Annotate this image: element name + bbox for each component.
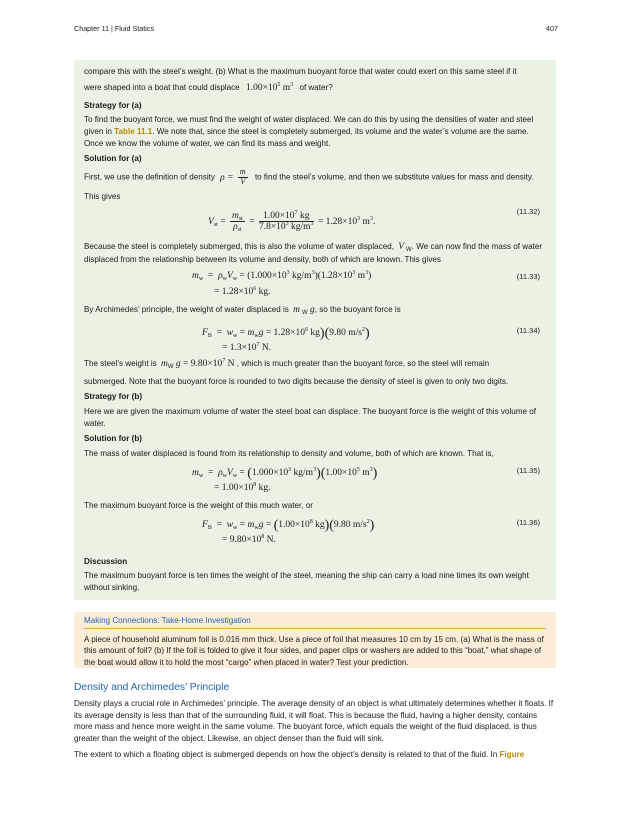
strategy-a-heading: Strategy for (a) (84, 100, 142, 110)
page-number: 407 (546, 24, 558, 33)
archimedes-paragraph: By Archimedes’ principle, the weight of water displaced is m $_W$ g, so the buoyant force is (84, 305, 401, 316)
making-connections-box (74, 612, 556, 668)
solution-b-text: The mass of water displaced is found from its relationship to density and volume, both of which are known. That is, (84, 449, 494, 459)
equation-11-34: $F_B = w_w = m_wg = 1.28\times 10^6$ kg)(9.80 $m/s^2$) = $1.3\times 10^7$ N. (11.34) (202, 325, 540, 353)
equation-11-33: $m_w = \rho_wV_w = (1.000\times 10^3$ $kg/m^3)(1.28\times 10^3$ $m^3$) = $1.28\times 10^6$ kg. (11.33) (192, 270, 540, 297)
section-paragraph-2: The extent to which a floating object is submerged depends on how the object’s density is related to that of the fluid. In Figure (74, 749, 525, 759)
figure-link[interactable]: Figure (499, 749, 525, 759)
steel-weight-paragraph-cont: submerged. Note that the buoyant force is rounded to two digits because the density of steel is given to only two digits. (84, 376, 509, 386)
solution-a-text: First, we use the definition of density ρ = $\frac{m}{V}$ to find the steel’s volume, and then we substitute values for mass and density. (84, 167, 534, 186)
eq-number-11-32: (11.32) (516, 206, 540, 216)
eq-number-11-35: (11.35) (516, 465, 540, 475)
strategy-b-heading: Strategy for (b) (84, 392, 143, 402)
section-title: Density and Archimedes’ Principle (74, 682, 230, 693)
solution-a-heading: Solution for (a) (84, 154, 142, 164)
strategy-b-text: Here we are given the maximum volume of water the steel boat can displace. The buoyant force is the weight of this volume of water. (84, 407, 536, 428)
submerged-paragraph: Because the steel is completely submerged, this is also the volume of water displaced, V $_W$. We can now find the mass of water displaced from the relationship between its volume and density, both of which are known. This gives (84, 241, 543, 265)
making-connections-text: A piece of household aluminum foil is 0.016 mm thick. Use a piece of foil that measures 10 cm by 15 cm. (a) What is the mass of this amount of foil? (b) If the foil is folded to give it four sides, and paper clips or washers are added to this “boat,” what shape of the boat would allow it to hold the most “cargo” when placed in water? Test your prediction. (84, 634, 544, 668)
equation-11-35: $m_w = \rho_wV_w = (1.000\times 10^3$ $kg/m^3)(1.00\times 10^5$ $m^3$) = $1.00\times 10^8$ kg. (11.35) (192, 465, 540, 493)
this-gives: This gives (84, 191, 121, 201)
strategy-a-text: To find the buoyant force, we must find the weight of water displaced. We can do this by using the densities of water and steel given in Table 11.1. We note that, since the steel is completely submerged, its volume and the water’s volume are the same. Once we know the volume of water, we can find its mass and weight. (84, 115, 534, 148)
eq-number-11-34: (11.34) (516, 325, 540, 335)
steel-weight-paragraph: The steel’s weight is $m_W$ $g = 9.80\times 10^7$ N , which is much greater than the buoyant force, so the steel will remain (84, 357, 490, 370)
equation-11-36: $F_B = w_w = m_wg = (1.00\times 10^8$ kg)(9.80 $m/s^2$) = $9.80\times 10^8$ N. (11.36) (202, 517, 540, 545)
intro-line-1: compare this with the steel’s weight. (b) What is the maximum buoyant force that water could exert on this same steel if it (84, 67, 517, 76)
running-header-chapter: Chapter 11 | Fluid Statics (74, 24, 155, 33)
discussion-text: The maximum buoyant force is ten times the weight of the steel, meaning the ship can carry a load nine times its own weight without sinking. (84, 571, 529, 593)
section-body (74, 698, 556, 765)
making-connections-title: Making Connections: Take-Home Investigation (84, 615, 546, 629)
example-box (74, 60, 556, 600)
solution-b-heading: Solution for (b) (84, 434, 142, 444)
discussion-heading: Discussion (84, 556, 128, 566)
eq-number-11-33: (11.33) (516, 272, 540, 281)
eq-number-11-36: (11.36) (516, 517, 540, 527)
table-11-1-link[interactable]: Table 11.1 (114, 126, 153, 136)
section-paragraph-1: Density plays a crucial role in Archimedes’ principle. The average density of an object is what ultimately determines whether it floats. If its average density is less than that of the surrounding fluid, it will float. This is because the fluid, having a higher density, contains more mass and hence more weight in the same volume. The buoyant force, which equals the weight of the fluid displaced, is thus greater than the weight of the object. Likewise, an object denser than the fluid will sink. (74, 699, 554, 744)
max-buoyant-text: The maximum buoyant force is the weight of this much water, or (84, 500, 313, 510)
intro-line-2: were shaped into a boat that could displace $1.00\times 10^5$ $m^3$ of water? (84, 81, 333, 93)
equation-11-32: $V_{st}$ = $\frac{m_{st}}{\rho_{st}}$ = $\frac{1.00\times 10^7 kg}{7.8\times 10^3 kg/m^3}$ = $1.28\times 10^3$ $m^3$. (11.32) (208, 206, 540, 233)
